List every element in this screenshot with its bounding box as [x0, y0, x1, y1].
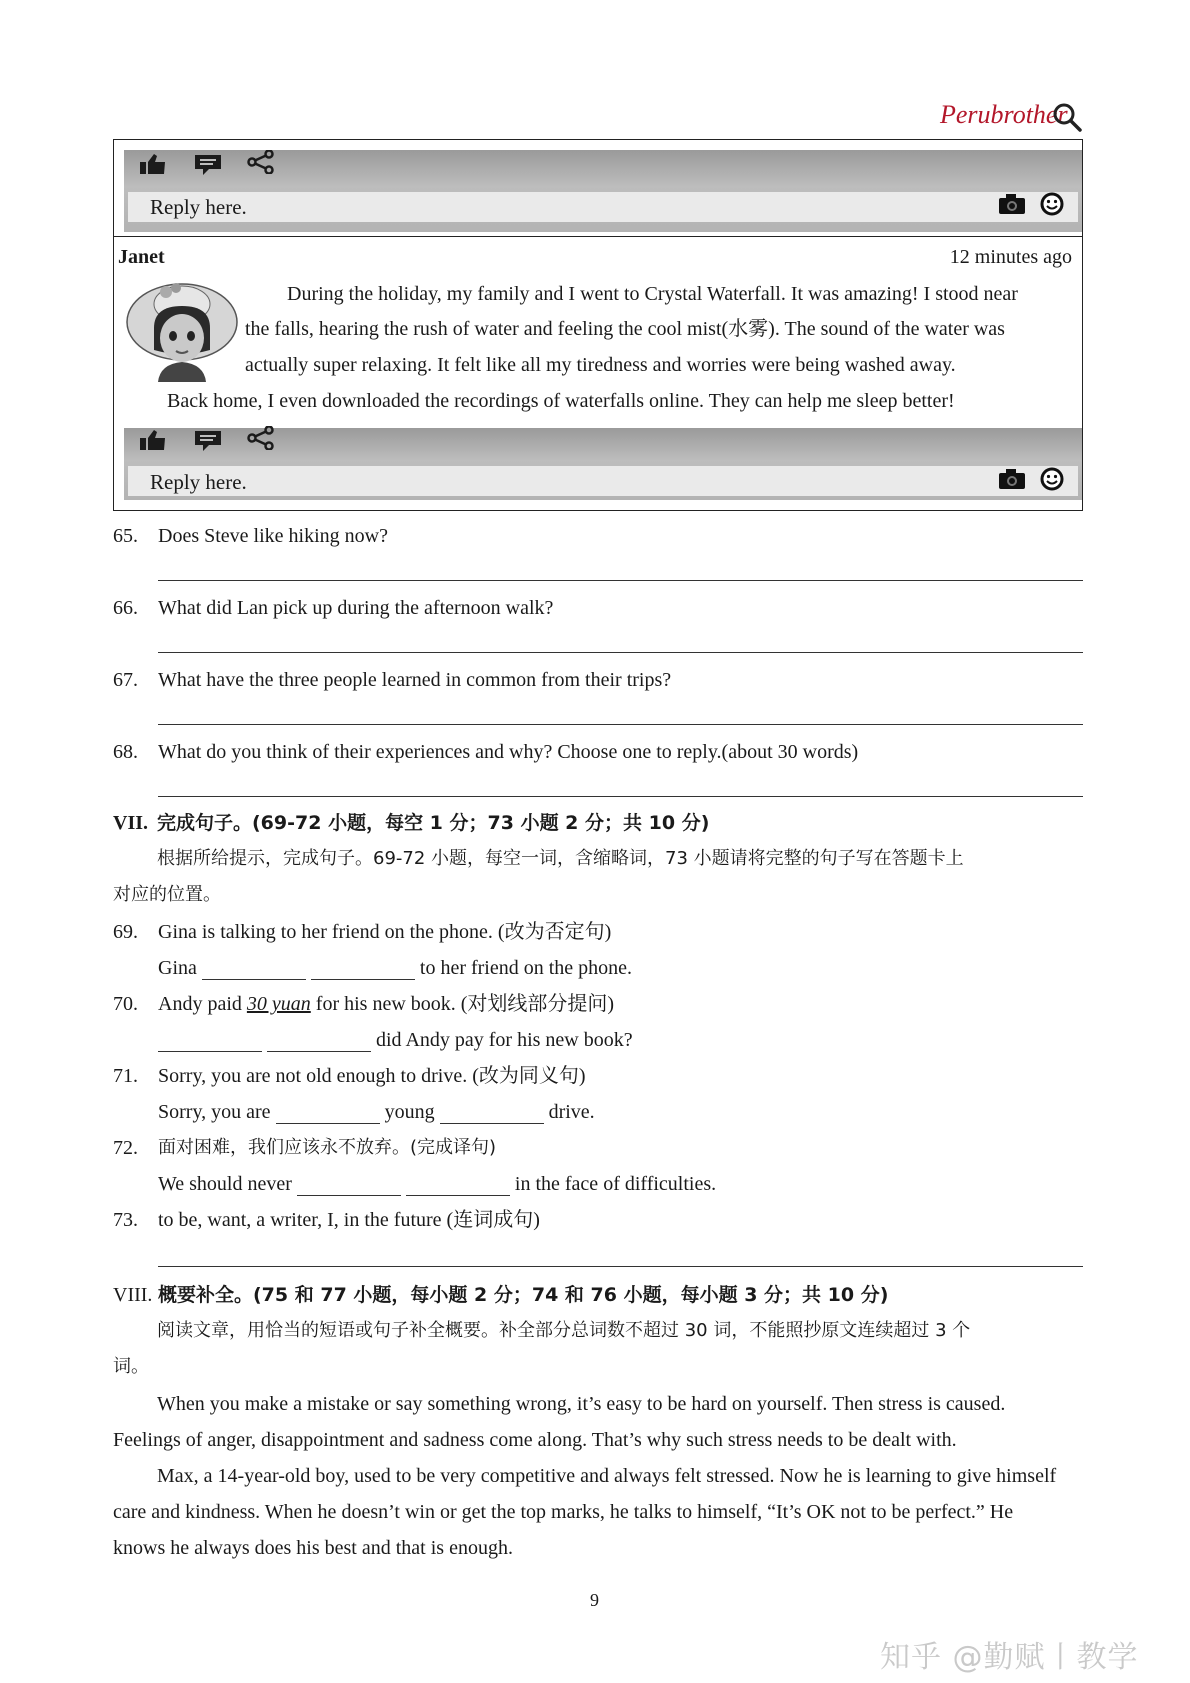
share-icon[interactable] — [246, 150, 276, 174]
post-body-line-3: actually super relaxing. It felt like all my tiredness and worries were being washed away. — [245, 354, 956, 376]
answer-blank[interactable] — [297, 1173, 401, 1196]
question-number: 68. — [113, 741, 138, 763]
answer-blank[interactable] — [267, 1029, 371, 1052]
comment-icon[interactable] — [193, 153, 223, 177]
section-instruction: 对应的位置。 — [113, 884, 221, 905]
answer-suffix: in the face of difficulties. — [514, 1173, 717, 1195]
answer-text — [158, 1173, 716, 1196]
answer-blank[interactable] — [440, 1101, 544, 1124]
answer-text — [158, 1029, 633, 1052]
answer-suffix: did Andy pay for his new book? — [376, 1029, 633, 1051]
watermark: 知乎 @勤赋丨教学 — [880, 1640, 1139, 1675]
emoji-icon[interactable] — [1040, 467, 1064, 491]
reply-placeholder: Reply here. — [150, 195, 247, 219]
question-number: 65. — [113, 525, 138, 547]
answer-line[interactable] — [158, 724, 1083, 725]
underlined-phrase: 30 yuan — [246, 993, 311, 1015]
camera-icon[interactable] — [998, 468, 1026, 490]
like-icon[interactable] — [138, 152, 168, 176]
answer-blank[interactable] — [276, 1101, 380, 1124]
question-text: Sorry, you are not old enough to drive. (改为同义句) — [158, 1065, 586, 1087]
section-heading: 概要补全。(75 和 77 小题，每小题 2 分；74 和 76 小题，每小题 3 分；共 10 分) — [158, 1284, 889, 1306]
answer-text — [158, 957, 632, 980]
section-heading-number: VIII. — [113, 1284, 153, 1306]
answer-text — [158, 1101, 595, 1124]
avatar — [118, 278, 240, 382]
question-text: Gina is talking to her friend on the phone. (改为否定句) — [158, 921, 612, 943]
answer-line[interactable] — [158, 652, 1083, 653]
question-number: 70. — [113, 993, 138, 1015]
brand-logo: Perubrother — [940, 100, 1068, 129]
passage-line: When you make a mistake or say something wrong, it’s easy to be hard on yourself. Then stress is caused. — [157, 1393, 1006, 1415]
question-text-post: for his new book. (对划线部分提问) — [310, 993, 615, 1015]
passage-line: knows he always does his best and that is enough. — [113, 1537, 513, 1559]
post-body-line-2: the falls, hearing the rush of water and feeling the cool mist(水雾). The sound of the water was — [245, 318, 1005, 340]
question-number: 72. — [113, 1137, 138, 1159]
like-icon[interactable] — [138, 428, 168, 452]
comment-icon[interactable] — [193, 429, 223, 453]
question-number: 73. — [113, 1209, 138, 1231]
reply-input[interactable] — [128, 466, 1078, 496]
search-icon[interactable] — [1052, 102, 1082, 132]
post-body-line-4: Back home, I even downloaded the recordings of waterfalls online. They can help me sleep better! — [167, 390, 955, 412]
question-text-pre: Andy paid — [158, 993, 247, 1015]
answer-prefix: Gina — [158, 957, 197, 979]
section-instruction: 阅读文章，用恰当的短语或句子补全概要。补全部分总词数不超过 30 词，不能照抄原文连续超过 3 个 — [157, 1320, 971, 1341]
passage-line: care and kindness. When he doesn’t win or get the top marks, he talks to himself, “It’s OK not to be perfect.” He — [113, 1501, 1014, 1523]
answer-prefix: We should never — [158, 1173, 292, 1195]
emoji-icon[interactable] — [1040, 192, 1064, 216]
camera-icon[interactable] — [998, 193, 1026, 215]
answer-blank[interactable] — [158, 1029, 262, 1052]
answer-blank[interactable] — [202, 957, 306, 980]
section-instruction: 根据所给提示，完成句子。69-72 小题，每空一词，含缩略词，73 小题请将完整的句子写在答题卡上 — [157, 848, 964, 869]
question-text: What do you think of their experiences and why? Choose one to reply.(about 30 words) — [158, 741, 859, 763]
post-divider — [113, 236, 1083, 237]
answer-line[interactable] — [158, 1266, 1083, 1267]
question-number: 66. — [113, 597, 138, 619]
question-text: 面对困难，我们应该永不放弃。(完成译句) — [158, 1137, 497, 1158]
question-text: What did Lan pick up during the afternoon walk? — [158, 597, 554, 619]
question-number: 69. — [113, 921, 138, 943]
question-text: What have the three people learned in common from their trips? — [158, 669, 672, 691]
section-heading-number: VII. — [113, 812, 149, 834]
answer-prefix: Sorry, you are — [158, 1101, 271, 1123]
passage-line: Feelings of anger, disappointment and sadness come along. That’s why such stress needs to be dealt with. — [113, 1429, 957, 1451]
post-author: Janet — [118, 246, 165, 268]
question-number: 71. — [113, 1065, 138, 1087]
answer-suffix: drive. — [548, 1101, 595, 1123]
question-text: to be, want, a writer, I, in the future (连词成句) — [158, 1209, 540, 1231]
question-text: Does Steve like hiking now? — [158, 525, 388, 547]
reply-input[interactable] — [128, 192, 1078, 222]
answer-line[interactable] — [158, 580, 1083, 581]
answer-blank[interactable] — [311, 957, 415, 980]
answer-line[interactable] — [158, 796, 1083, 797]
answer-suffix: to her friend on the phone. — [419, 957, 633, 979]
reply-placeholder: Reply here. — [150, 470, 247, 494]
section-instruction: 词。 — [113, 1356, 149, 1377]
passage-line: Max, a 14-year-old boy, used to be very competitive and always felt stressed. Now he is learning to give himself — [157, 1465, 1057, 1487]
page-number: 9 — [590, 1590, 599, 1610]
post-body-line-1: During the holiday, my family and I went to Crystal Waterfall. It was amazing! I stood near — [287, 283, 1018, 305]
question-number: 67. — [113, 669, 138, 691]
answer-blank[interactable] — [406, 1173, 510, 1196]
question-text — [158, 993, 614, 1015]
share-icon[interactable] — [246, 426, 276, 450]
answer-middle: young — [384, 1101, 435, 1123]
post-time: 12 minutes ago — [949, 246, 1072, 268]
section-heading: 完成句子。(69-72 小题，每空 1 分；73 小题 2 分；共 10 分) — [157, 812, 710, 834]
